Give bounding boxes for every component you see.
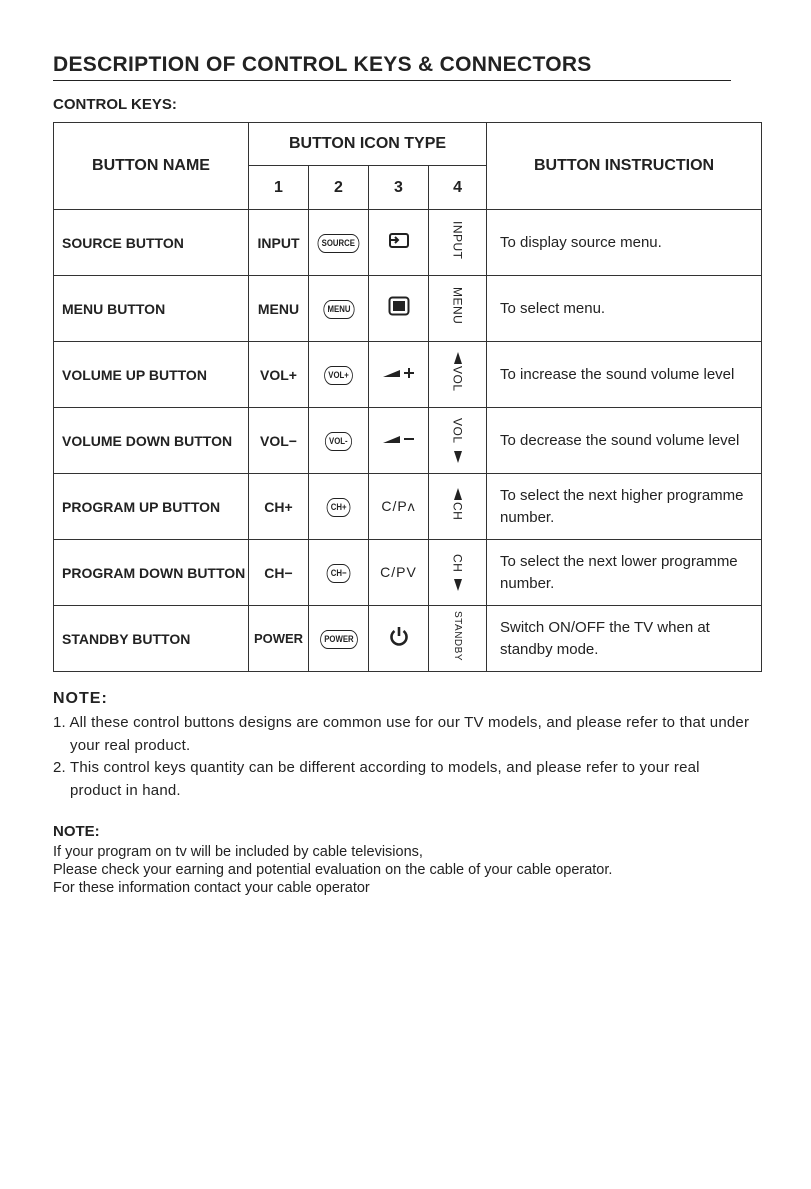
icon-type4-label: MENU <box>450 287 465 325</box>
arrow-up-icon <box>454 352 462 364</box>
table-row <box>54 474 762 540</box>
icon-type2-pill: POWER <box>320 630 358 649</box>
icon-type4-label: VOL <box>450 366 465 392</box>
button-instruction: Switch ON/OFF the TV when at standby mode. <box>487 606 762 672</box>
header-instruction: BUTTON INSTRUCTION <box>487 123 762 210</box>
title-divider <box>53 80 731 81</box>
menu-screen-icon <box>369 276 429 342</box>
icon-type2-pill: VOL+ <box>324 366 353 385</box>
icon-type2-pill: CH+ <box>326 498 350 517</box>
header-type-3: 3 <box>369 166 429 210</box>
list-item: 2. This control keys quantity can be different according to models, and please refer to your real product in hand. <box>53 759 700 799</box>
header-type-4: 4 <box>429 166 487 210</box>
icon-type1-label: VOL+ <box>249 342 309 408</box>
button-name: VOLUME DOWN BUTTON <box>54 408 249 474</box>
icon-type1-label: INPUT <box>249 210 309 276</box>
icon-type3-label: C/PV <box>380 563 417 580</box>
header-icon-type: BUTTON ICON TYPE <box>249 123 487 166</box>
arrow-up-icon <box>454 488 462 500</box>
arrow-down-icon <box>454 451 462 463</box>
icon-type3-label: C/Pʌ <box>381 497 416 514</box>
icon-type1-label: MENU <box>249 276 309 342</box>
note-list <box>53 712 753 802</box>
cable-note-line: Please check your earning and potential evaluation on the cable of your cable operator. <box>53 862 613 878</box>
button-instruction: To decrease the sound volume level <box>487 408 762 474</box>
icon-type1-label: VOL− <box>249 408 309 474</box>
control-keys-table <box>53 122 762 672</box>
icon-type4-label: INPUT <box>450 220 465 260</box>
table-row <box>54 342 762 408</box>
icon-type1-label: POWER <box>249 606 309 672</box>
table-row <box>54 408 762 474</box>
cable-note-line: If your program on tv will be included by cable televisions, <box>53 844 423 860</box>
cable-note <box>53 843 612 897</box>
page-title: DESCRIPTION OF CONTROL KEYS & CONNECTORS <box>53 53 592 76</box>
icon-type2-pill: CH− <box>326 564 350 583</box>
table-row <box>54 210 762 276</box>
note-heading-cable: NOTE: <box>53 823 100 840</box>
icon-type4-label: STANDBY <box>452 611 464 661</box>
icon-type2-pill: VOL- <box>325 432 352 451</box>
header-button-name: BUTTON NAME <box>54 123 249 210</box>
icon-type1-label: CH+ <box>249 474 309 540</box>
list-item: 1. All these control buttons designs are common use for our TV models, and please refer to that under your real product. <box>53 714 750 754</box>
button-instruction: To display source menu. <box>487 210 762 276</box>
input-source-icon <box>369 210 429 276</box>
icon-type4-label: VOL <box>450 418 465 444</box>
button-name: STANDBY BUTTON <box>54 606 249 672</box>
button-instruction: To select menu. <box>487 276 762 342</box>
button-instruction: To select the next lower programme number. <box>487 540 762 606</box>
icon-type1-label: CH− <box>249 540 309 606</box>
note-heading: NOTE: <box>53 690 108 707</box>
volume-down-icon <box>369 408 429 474</box>
section-heading-control-keys: CONTROL KEYS: <box>53 96 177 113</box>
button-instruction: To increase the sound volume level <box>487 342 762 408</box>
header-type-1: 1 <box>249 166 309 210</box>
table-row <box>54 606 762 672</box>
button-name: VOLUME UP BUTTON <box>54 342 249 408</box>
button-name: SOURCE BUTTON <box>54 210 249 276</box>
volume-up-icon <box>369 342 429 408</box>
table-row <box>54 540 762 606</box>
icon-type2-pill: SOURCE <box>318 234 360 253</box>
button-name: PROGRAM DOWN BUTTON <box>54 540 249 606</box>
power-icon <box>369 606 429 672</box>
cable-note-line: For these information contact your cable operator <box>53 880 370 896</box>
icon-type4-label: CH <box>450 501 465 521</box>
icon-type2-pill: MENU <box>323 300 354 319</box>
icon-type4-label: CH <box>450 553 465 573</box>
arrow-down-icon <box>454 579 462 591</box>
button-name: MENU BUTTON <box>54 276 249 342</box>
button-instruction: To select the next higher programme number. <box>487 474 762 540</box>
button-name: PROGRAM UP BUTTON <box>54 474 249 540</box>
header-type-2: 2 <box>309 166 369 210</box>
table-row <box>54 276 762 342</box>
